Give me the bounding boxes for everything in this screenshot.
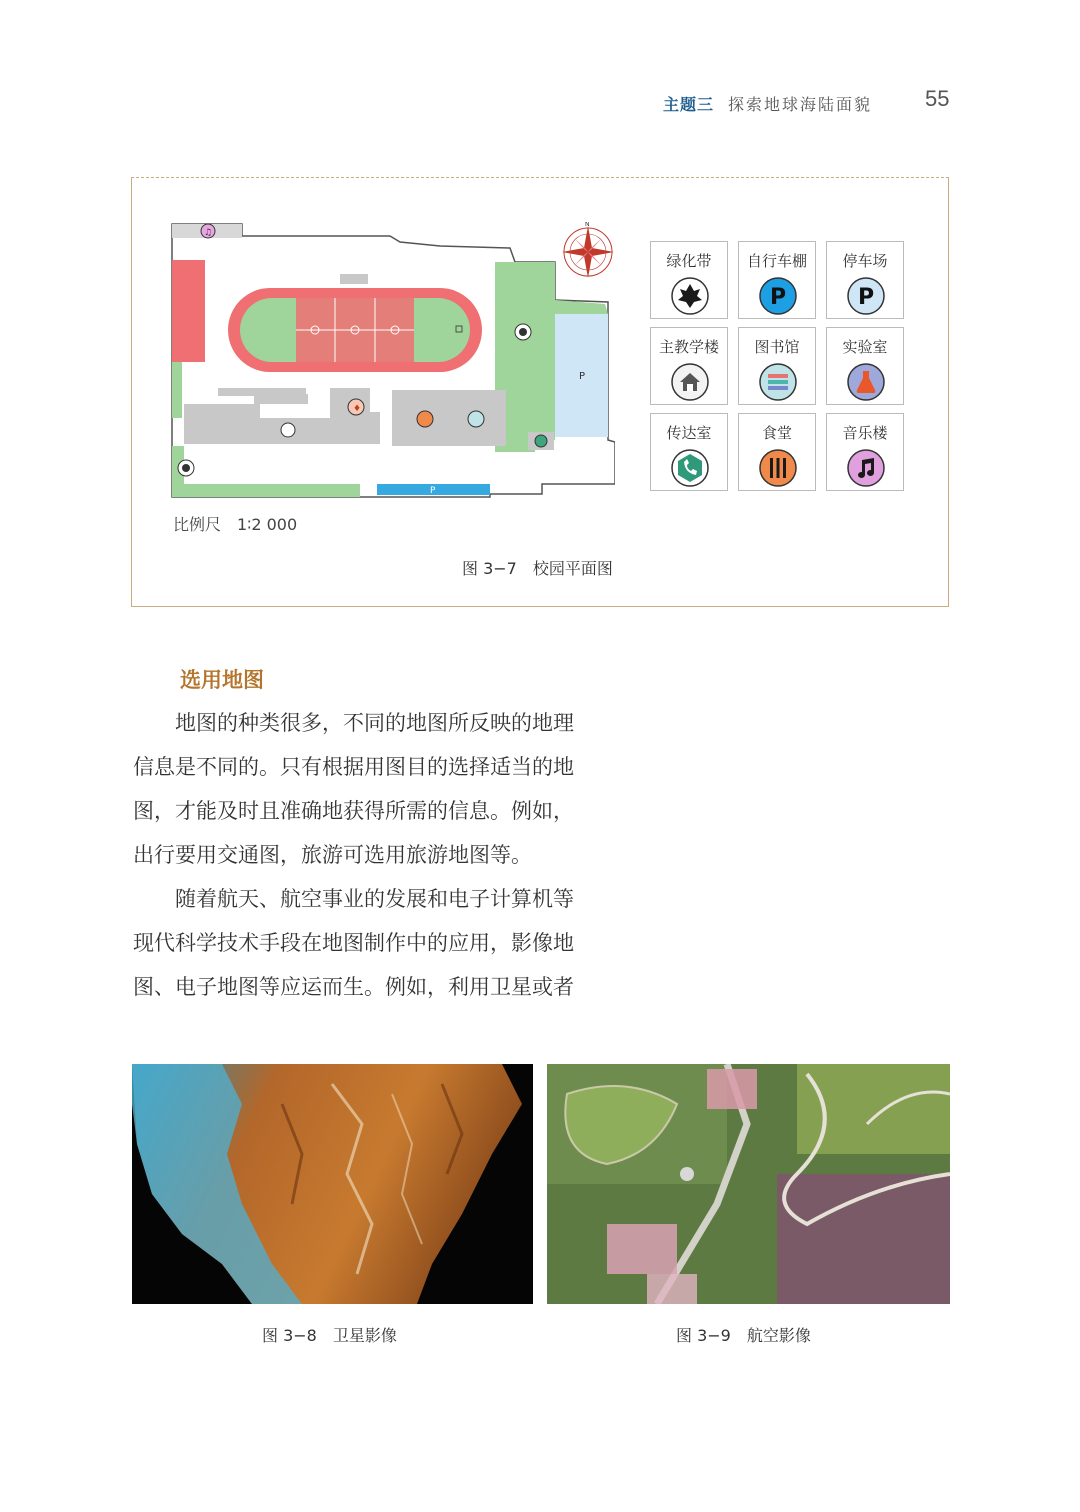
text-line: 图、电子地图等应运而生。例如，利用卫星或者 [133, 975, 574, 999]
legend-label: 图书馆 [754, 338, 800, 356]
parking-p-label: P [579, 371, 586, 382]
parking-p-label-bottom: P [430, 486, 436, 496]
header-theme: 主题三 [663, 95, 715, 114]
compass-n-label: N [585, 222, 590, 228]
school-building-icon [670, 362, 710, 402]
legend-item-lab [826, 327, 904, 405]
bike-parking-icon [758, 276, 798, 316]
legend-item-library [738, 327, 816, 405]
aerial-image [547, 1064, 950, 1304]
figure-caption-3-8: 图 3−8 卫星影像 [262, 1326, 397, 1345]
phone-icon [670, 448, 710, 488]
legend-item-main-building [650, 327, 728, 405]
leaf-icon [670, 276, 710, 316]
paragraph-2 [133, 877, 653, 1009]
legend-item-greenbelt [650, 241, 728, 319]
running-header [660, 86, 960, 116]
legend-label: 主教学楼 [658, 338, 719, 356]
figure-caption-3-7: 图 3−7 校园平面图 [462, 559, 613, 578]
svg-text:P: P [770, 285, 787, 310]
figure-caption-3-9: 图 3−9 航空影像 [676, 1326, 811, 1345]
svg-text:♫: ♫ [204, 228, 213, 238]
legend-label: 传达室 [666, 424, 712, 442]
legend-label: 自行车棚 [746, 252, 807, 270]
paragraph-1 [133, 701, 653, 877]
header-title: 探索地球海陆面貌 [728, 95, 873, 114]
section-title: 选用地图 [180, 668, 264, 692]
text-line: 地图的种类很多，不同的地图所反映的地理 [133, 711, 574, 735]
campus-map [170, 222, 615, 499]
svg-text:P: P [858, 285, 875, 310]
satellite-image [132, 1064, 533, 1304]
legend-item-music-building [826, 413, 904, 491]
text-line: 现代科学技术手段在地图制作中的应用，影像地 [133, 931, 574, 955]
legend-item-parking [826, 241, 904, 319]
legend-label: 实验室 [842, 338, 888, 356]
text-line: 图，才能及时且准确地获得所需的信息。例如， [133, 799, 574, 823]
parking-icon [846, 276, 886, 316]
legend-label: 食堂 [761, 424, 792, 442]
flask-icon [846, 362, 886, 402]
library-icon [758, 362, 798, 402]
text-line: 随着航天、航空事业的发展和电子计算机等 [133, 887, 574, 911]
music-note-icon [846, 448, 886, 488]
page-number: 55 [925, 86, 950, 111]
text-line: 信息是不同的。只有根据用图目的选择适当的地 [133, 755, 574, 779]
legend-label: 绿化带 [666, 252, 712, 270]
compass-rose-icon [562, 222, 614, 278]
svg-text:♦: ♦ [353, 404, 362, 414]
legend-label: 音乐楼 [842, 424, 888, 442]
cutlery-icon [758, 448, 798, 488]
legend-item-canteen [738, 413, 816, 491]
legend-item-reception [650, 413, 728, 491]
legend-label: 停车场 [842, 252, 888, 270]
map-scale: 比例尺 1∶2 000 [173, 515, 298, 534]
legend-item-bike-shed [738, 241, 816, 319]
text-line: 出行要用交通图，旅游可选用旅游地图等。 [133, 843, 532, 867]
